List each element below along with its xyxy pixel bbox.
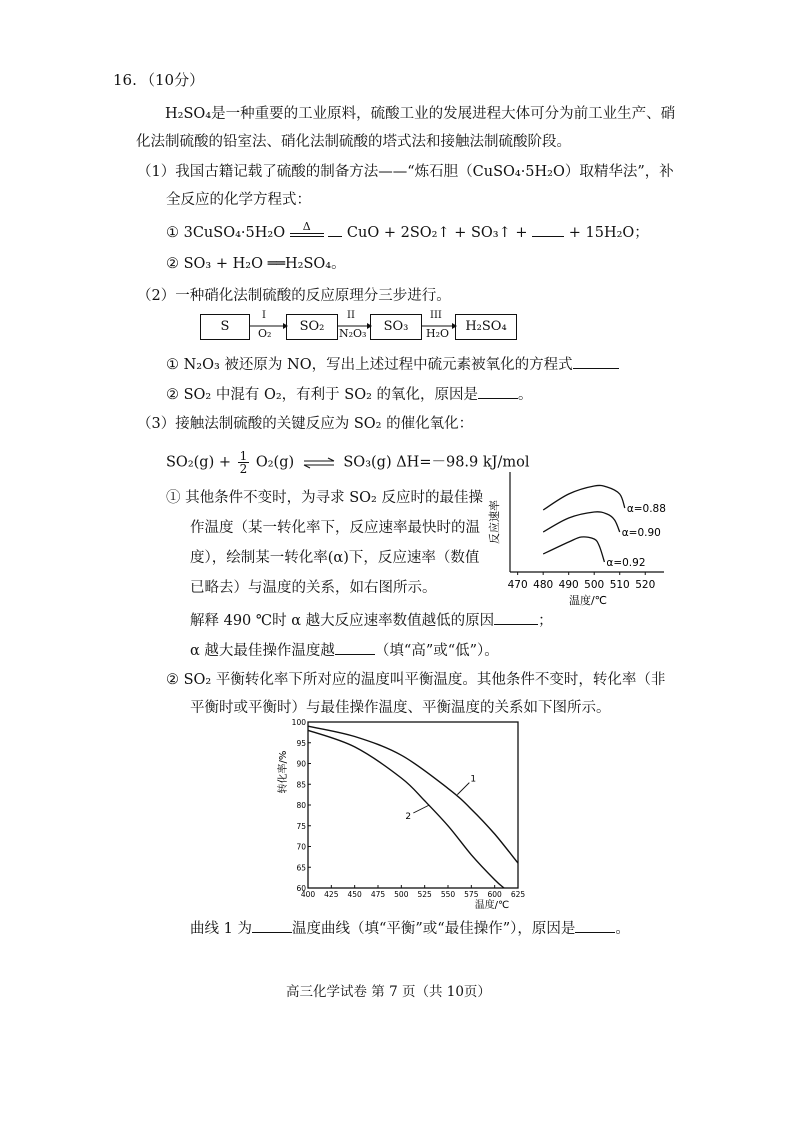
conversion-curve-2	[308, 730, 504, 888]
rate-temperature-chart	[490, 466, 690, 606]
part2-blank-2[interactable]	[478, 384, 518, 399]
part2-question-1: ① N₂O₃ 被还原为 NO，写出上述过程中硫元素被氧化的方程式	[166, 354, 619, 375]
reaction-equation: SO₂(g) + $\frac{1}{2}$ O₂(g) SO₃(g) ΔH=－98.9 kJ/mol	[166, 449, 530, 476]
y-axis-label: 反应速率	[488, 500, 501, 544]
eq1-suffix: + 15H₂O；	[568, 225, 649, 241]
x-tick-label: 525	[417, 890, 432, 899]
part3-blank-1[interactable]	[494, 610, 538, 625]
step-label-2: II	[347, 310, 355, 321]
curve-label-1: α=0.88	[626, 503, 666, 515]
x-tick-label: 490	[558, 579, 579, 591]
curve-1-leader	[457, 783, 469, 795]
eq1-delta: Δ	[302, 220, 311, 233]
intro-line-1: H₂SO₄是一种重要的工业原料，硫酸工业的发展进程大体可分为前工业生产、硝	[165, 106, 676, 122]
x-tick-label: 450	[347, 890, 362, 899]
x-tick-label: 470	[507, 579, 528, 591]
part3-q1-line-4: 已略去）与温度的关系，如右图所示。	[190, 580, 437, 596]
intro-line-2: 化法制硫酸的铅室法、硝化法制硫酸的塔式法和接触法制硫酸阶段。	[136, 134, 571, 150]
conversion-temperature-chart	[270, 712, 540, 912]
rate-curve-1	[543, 485, 625, 510]
step-label-1: I	[262, 310, 266, 321]
flow-box-so2: SO₂	[286, 314, 338, 340]
part3-judge: α 越大最佳操作温度越 （填“高”或“低”）。	[190, 640, 499, 661]
curve-2-label: 2	[405, 812, 412, 822]
rate-curve-3	[543, 537, 604, 562]
part3-explain: 解释 490 ℃时 α 越大反应速率数值越低的原因 ；	[190, 610, 553, 631]
y-tick-label: 100	[291, 718, 306, 727]
x-axis-label: 温度/℃	[568, 594, 608, 607]
flow-box-h2so4: H₂SO₄	[455, 314, 517, 340]
part3-line-1: （3）接触法制硫酸的关键反应为 SO₂ 的催化氧化：	[137, 416, 474, 432]
part3-blank-2[interactable]	[335, 640, 375, 655]
step-reagent-2: N₂O₃	[339, 327, 367, 340]
y-tick-label: 95	[296, 738, 306, 748]
question-number: 16.	[113, 71, 137, 89]
part1-line-1: （1）我国古籍记载了硫酸的制备方法——“炼石胆（CuSO₄·5H₂O）取精华法”，补	[137, 164, 674, 180]
y-tick-label: 90	[296, 759, 306, 769]
x-tick-label: 425	[324, 890, 339, 899]
x-tick-label: 520	[635, 579, 656, 591]
x-tick-label: 480	[533, 579, 554, 591]
part2-question-2: ② SO₂ 中混有 O₂，有利于 SO₂ 的氧化，原因是 。	[166, 384, 533, 405]
curve-question: 曲线 1 为 温度曲线（填“平衡”或“最佳操作”），原因是 。	[190, 918, 630, 939]
part1-line-2: 全反应的化学方程式：	[166, 192, 311, 208]
y-tick-label: 60	[296, 884, 306, 893]
x-tick-label: 550	[440, 890, 456, 899]
part3-blank-4[interactable]	[575, 918, 615, 933]
plot-frame	[308, 722, 518, 888]
part3-q2-line-2: 平衡时或平衡时）与最佳操作温度、平衡温度的关系如下图所示。	[190, 700, 611, 716]
x-tick-label: 575	[464, 890, 479, 899]
fraction-half: $\frac{1}{2}$	[239, 449, 248, 476]
x-tick-label: 500	[394, 890, 409, 899]
equation-2: ② SO₃ + H₂O ══H₂SO₄。	[166, 256, 346, 272]
part3-q1-line-1: ① 其他条件不变时，为寻求 SO₂ 反应时的最佳操	[166, 490, 483, 506]
x-tick-label: 510	[609, 579, 630, 591]
part3-blank-3[interactable]	[252, 918, 292, 933]
step-reagent-1: O₂	[258, 327, 272, 340]
eq1-prefix: ① 3CuSO₄·5H₂O	[166, 225, 286, 241]
y-tick-label: 85	[296, 780, 306, 790]
curve-label-3: α=0.92	[606, 557, 646, 569]
y-tick-label: 75	[296, 821, 306, 831]
x-tick-label: 625	[510, 890, 526, 899]
flow-box-s: S	[200, 314, 250, 340]
rate-curve-2	[543, 512, 620, 532]
part2-blank-1[interactable]	[573, 354, 619, 369]
step-label-3: III	[430, 310, 442, 321]
y-tick-label: 80	[296, 801, 306, 810]
curve-label-2: α=0.90	[621, 527, 661, 539]
part2-line-1: （2）一种硝化法制硫酸的反应原理分三步进行。	[137, 288, 451, 304]
conversion-curve-1	[308, 726, 518, 863]
x-tick-label: 475	[370, 890, 386, 899]
question-points: （10分）	[140, 71, 205, 89]
part3-q1-line-3: 度），绘制某一转化率(α)下，反应速率（数值	[190, 550, 480, 566]
x-tick-label: 600	[487, 890, 502, 899]
eq1-middle: CuO + 2SO₂↑ + SO₃↑ +	[346, 225, 528, 241]
curve-2-leader	[413, 805, 429, 813]
x-tick-label: 400	[300, 890, 316, 899]
part3-q1-line-2: 作温度（某一转化率下，反应速率最快时的温	[190, 520, 480, 536]
y-axis-label: 转化率/%	[278, 750, 289, 794]
x-axis-label: 温度/℃	[474, 900, 510, 911]
equilibrium-arrow	[302, 457, 336, 469]
y-tick-label: 65	[296, 863, 306, 873]
curve-1-label: 1	[470, 774, 477, 785]
flow-box-so3: SO₃	[370, 314, 422, 340]
step-reagent-3: H₂O	[426, 327, 450, 340]
page-footer: 高三化学试卷 第 7 页（共 10页）	[286, 984, 491, 1000]
y-tick-label: 70	[296, 842, 306, 852]
part3-q2-line-1: ② SO₂ 平衡转化率下所对应的温度叫平衡温度。其他条件不变时，转化率（非	[166, 672, 666, 688]
flow-arrows	[0, 0, 800, 360]
x-tick-label: 500	[584, 579, 605, 591]
